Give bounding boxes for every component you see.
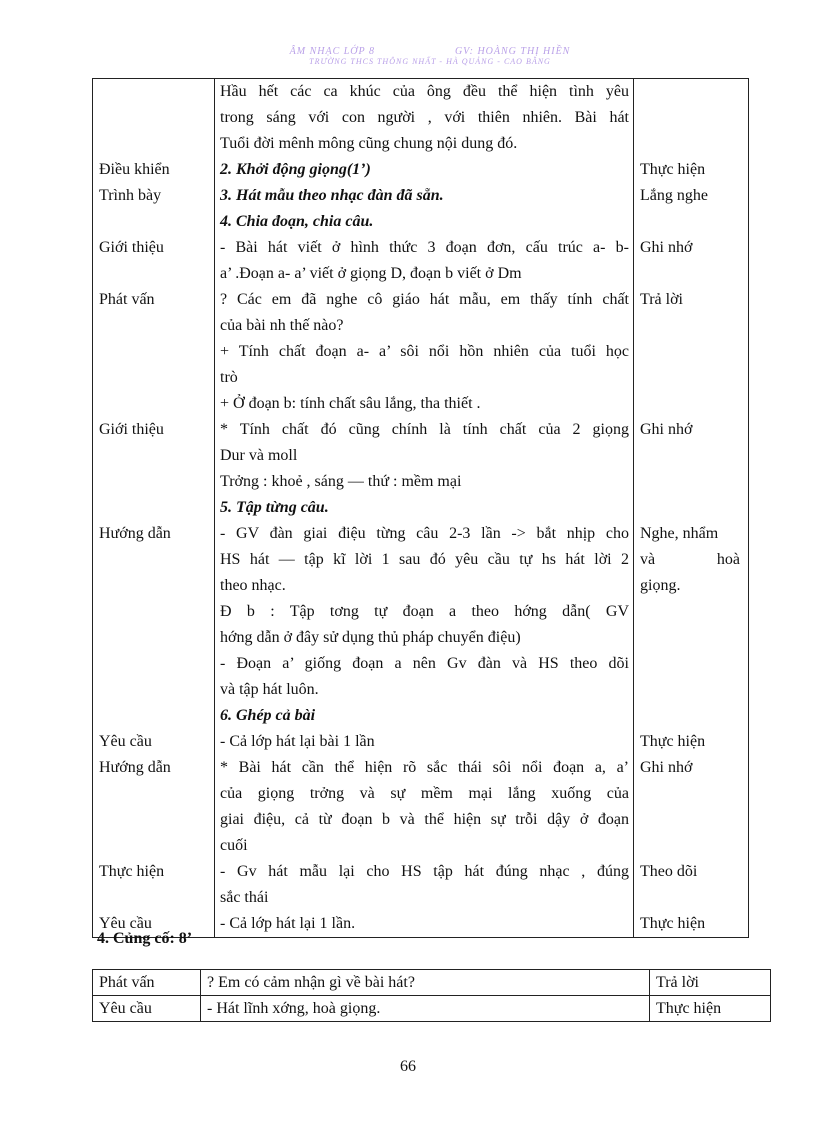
review-cell: Thực hiện (650, 996, 771, 1022)
text-line (93, 365, 214, 391)
text-line: ? Các em đã nghe cô giáo hát mẫu, em thấy tính chất (220, 291, 629, 308)
header-school: TRƯỜNG THCS THÔNG NHẤT - HÀ QUẢNG - CAO BẰNG (309, 57, 551, 66)
text-line: + Ở đoạn b: tính chất sâu lắng, tha thiết . (220, 395, 481, 412)
text-line: trong sáng với con người , với thiên nhiên. Bài hát (220, 109, 629, 126)
text-line (93, 209, 214, 235)
text-line (93, 547, 214, 573)
text-line: Trình bày (99, 187, 162, 204)
text-line: 3. Hát mẫu theo nhạc đàn đã sẵn. (220, 187, 444, 204)
text-line: * Tính chất đó cũng chính là tính chất của 2 giọng (220, 421, 629, 438)
activity-column (93, 79, 215, 938)
text-line (634, 703, 748, 729)
text-line: - GV đàn giai điệu từng câu 2-3 lần -> bắt nhịp cho (220, 525, 629, 542)
text-line: Yêu cầu (99, 915, 152, 932)
text-line (93, 807, 214, 833)
text-line: Thực hiện (99, 863, 165, 880)
text-line: Ghi nhớ (640, 239, 693, 256)
text-line (93, 131, 214, 157)
text-line: Tuổi đời mênh mông cũng chung nội dung đó. (220, 135, 518, 152)
text-line (634, 105, 748, 131)
text-line: a’ .Đoạn a- a’ viết ở giọng D, đoạn b viết ở Dm (220, 265, 522, 282)
text-line: Giới thiệu (99, 239, 164, 256)
text-line: Phát vấn (99, 291, 155, 308)
page-header (205, 46, 655, 70)
text-line: - Cả lớp hát lại bài 1 lần (220, 733, 375, 750)
text-line (93, 469, 214, 495)
text-line (93, 313, 214, 339)
lesson-table (92, 78, 749, 938)
text-line (93, 599, 214, 625)
review-cell: - Hát lĩnh xớng, hoà giọng. (201, 996, 650, 1022)
text-line: 2. Khởi động giọng(1’) (220, 161, 371, 178)
text-line: * Bài hát cần thể hiện rõ sắc thái sôi nổi đoạn a, a’ (220, 759, 629, 776)
text-line: sắc thái (220, 889, 269, 906)
text-line (634, 677, 748, 703)
text-line: Dur và moll (220, 447, 298, 464)
text-line: của giọng trởng và sự mềm mại lắng xuống của (220, 785, 629, 802)
text-line (93, 833, 214, 859)
text-line (93, 885, 214, 911)
text-line (634, 443, 748, 469)
text-line (93, 703, 214, 729)
text-line (634, 313, 748, 339)
text-line: của bài nh thế nào? (220, 317, 344, 334)
text-line: - Đoạn a’ giống đoạn a nên Gv đàn và HS theo dõi (220, 655, 629, 672)
text-line (93, 391, 214, 417)
text-line: Hướng dẫn (99, 525, 171, 542)
text-line (93, 443, 214, 469)
review-row (93, 970, 771, 996)
text-line (93, 79, 214, 105)
text-line: Nghe, nhẩm (640, 525, 719, 542)
text-line: và hoà (640, 551, 740, 568)
text-line: 4. Chia đoạn, chia câu. (220, 213, 374, 230)
text-line: Ghi nhớ (640, 421, 693, 438)
text-line: cuối (220, 837, 248, 854)
review-table (92, 969, 771, 1022)
text-line: - Cả lớp hát lại 1 lần. (220, 915, 356, 932)
text-line: - Bài hát viết ở hình thức 3 đoạn đơn, cấu trúc a- b- (220, 239, 629, 256)
text-line (634, 781, 748, 807)
text-line: 6. Ghép cả bài (220, 707, 316, 724)
text-line: Thực hiện (640, 915, 706, 932)
text-line (93, 339, 214, 365)
review-cell: ? Em có cảm nhận gì về bài hát? (201, 970, 650, 996)
text-line: Hướng dẫn (99, 759, 171, 776)
text-line: giai điệu, cả từ đoạn b và thể hiện sự trỗi dậy ở đoạn (220, 811, 629, 828)
text-line: + Tính chất đoạn a- a’ sôi nổi hồn nhiên của tuổi học (220, 343, 629, 360)
review-cell: Yêu cầu (93, 996, 201, 1022)
text-line (634, 391, 748, 417)
text-line (634, 365, 748, 391)
text-line (634, 599, 748, 625)
text-line: Theo dõi (640, 863, 698, 880)
text-line (634, 651, 748, 677)
text-line: và tập hát luôn. (220, 681, 319, 698)
text-line: Hầu hết các ca khúc của ông đều thể hiện tình yêu (220, 83, 629, 100)
content-column (215, 79, 634, 938)
text-line: Giới thiệu (99, 421, 164, 438)
text-line: Lắng nghe (640, 187, 708, 204)
text-line: trò (220, 369, 238, 386)
student-column (634, 79, 749, 938)
review-row (93, 996, 771, 1022)
text-line (93, 677, 214, 703)
text-line: Điều khiển (99, 161, 170, 178)
text-line (93, 651, 214, 677)
review-cell: Trả lời (650, 970, 771, 996)
text-line: - Gv hát mẫu lại cho HS tập hát đúng nhạc , đúng (220, 863, 629, 880)
text-line (93, 495, 214, 521)
text-line (93, 573, 214, 599)
text-line (93, 781, 214, 807)
text-line (634, 625, 748, 651)
text-line (93, 105, 214, 131)
text-line: Yêu cầu (99, 733, 152, 750)
text-line (93, 261, 214, 287)
text-line (634, 209, 748, 235)
review-cell: Phát vấn (93, 970, 201, 996)
text-line (634, 79, 748, 105)
text-line (634, 339, 748, 365)
text-line (634, 833, 748, 859)
page-number: 66 (400, 1058, 416, 1075)
text-line: HS hát — tập kĩ lời 1 sau đó yêu cầu tự hs hát lời 2 (220, 551, 629, 568)
text-line (634, 495, 748, 521)
text-line: hớng dẫn ở đây sử dụng thủ pháp chuyển điệu) (220, 629, 521, 646)
section-title: 4. Củng cố: 8’ (97, 930, 193, 947)
text-line (634, 807, 748, 833)
text-line: giọng. (640, 577, 681, 594)
text-line (634, 885, 748, 911)
text-line (93, 625, 214, 651)
text-line: Thực hiện (640, 161, 706, 178)
text-line: Trả lời (640, 291, 683, 308)
text-line: Ghi nhớ (640, 759, 693, 776)
text-line (634, 261, 748, 287)
text-line: Thực hiện (640, 733, 706, 750)
header-subject: ÂM NHẠC LỚP 8 (289, 46, 375, 57)
text-line: Trởng : khoẻ , sáng — thứ : mềm mại (220, 473, 462, 490)
text-line (634, 131, 748, 157)
text-line: theo nhạc. (220, 577, 286, 594)
header-teacher: GV: HOÀNG THỊ HIỀN (454, 46, 571, 57)
text-line: Đ b : Tập tơng tự đoạn a theo hớng dẫn( GV (220, 603, 629, 620)
text-line: 5. Tập từng câu. (220, 499, 329, 516)
text-line (634, 469, 748, 495)
